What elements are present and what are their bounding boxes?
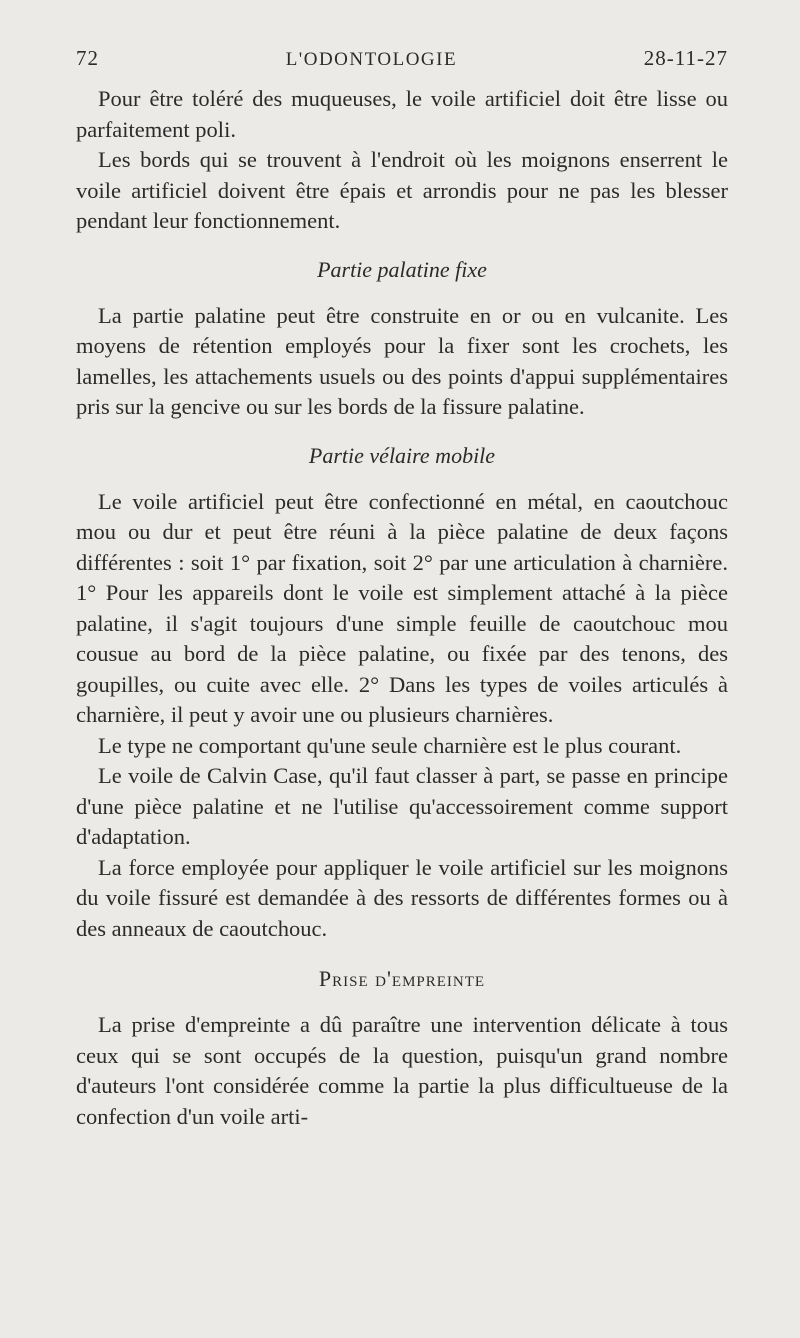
paragraph: La force employée pour appliquer le voile artificiel sur les moignons du voile fissuré est demandée à des ressorts de différentes formes ou à des anneaux de caoutchouc. bbox=[76, 854, 728, 941]
journal-title: L'ODONTOLOGIE bbox=[285, 49, 458, 70]
paragraph: La prise d'empreinte a dû paraître une intervention délicate à tous ceux qui se sont occupés de la question, puisqu'un grand nombre d'auteurs l'ont considérée comme la partie la plus difficultueuse de la confection d'un voile arti- bbox=[76, 1012, 728, 1129]
section-heading-empreinte: Prise d'empreinte bbox=[318, 966, 486, 991]
paragraph: Le type ne comportant qu'une seule charnière est le plus courant. bbox=[98, 732, 682, 758]
section-heading-palatine: Partie palatine fixe bbox=[317, 256, 487, 282]
section-heading-velaire: Partie vélaire mobile bbox=[308, 442, 496, 468]
page-number: 72 bbox=[76, 46, 99, 70]
paragraph: Le voile artificiel peut être confectionné en métal, en caoutchouc mou ou dur et peut être réuni à la pièce palatine de deux façons différentes : soit 1° par fixation, soit 2° par une articulation à charnière. 1° Pour les appareils dont le voile est simplement attaché à la pièce palatine, il s'agit toujours d'une simple feuille de caoutchouc mou cousue au bord de la pièce palatine, ou fixée par des tenons, des goupilles, ou cuite avec elle. 2° Dans les types de voiles articulés à charnière, il peut y avoir une ou plusieurs charnières. bbox=[76, 488, 728, 727]
paragraph: Les bords qui se trouvent à l'endroit où les moignons enserrent le voile artificiel doivent être épais et arrondis pour ne pas les blesser pendant leur fonctionnement. bbox=[76, 147, 728, 233]
paragraph: La partie palatine peut être construite en or ou en vulcanite. Les moyens de rétention employés pour la fixer sont les crochets, les lamelles, les attachements usuels ou des points d'appui supplémentaires pris sur la gencive ou sur les bords de la fissure palatine. bbox=[76, 302, 728, 419]
running-header bbox=[76, 46, 728, 80]
paragraph: Pour être toléré des muqueuses, le voile artificiel doit être lisse ou parfaitement poli. bbox=[76, 86, 728, 142]
paragraph: Le voile de Calvin Case, qu'il faut classer à part, se passe en principe d'une pièce palatine et ne l'utilise qu'accessoirement comme support d'adaptation. bbox=[76, 763, 728, 849]
issue-date: 28-11-27 bbox=[643, 46, 728, 70]
